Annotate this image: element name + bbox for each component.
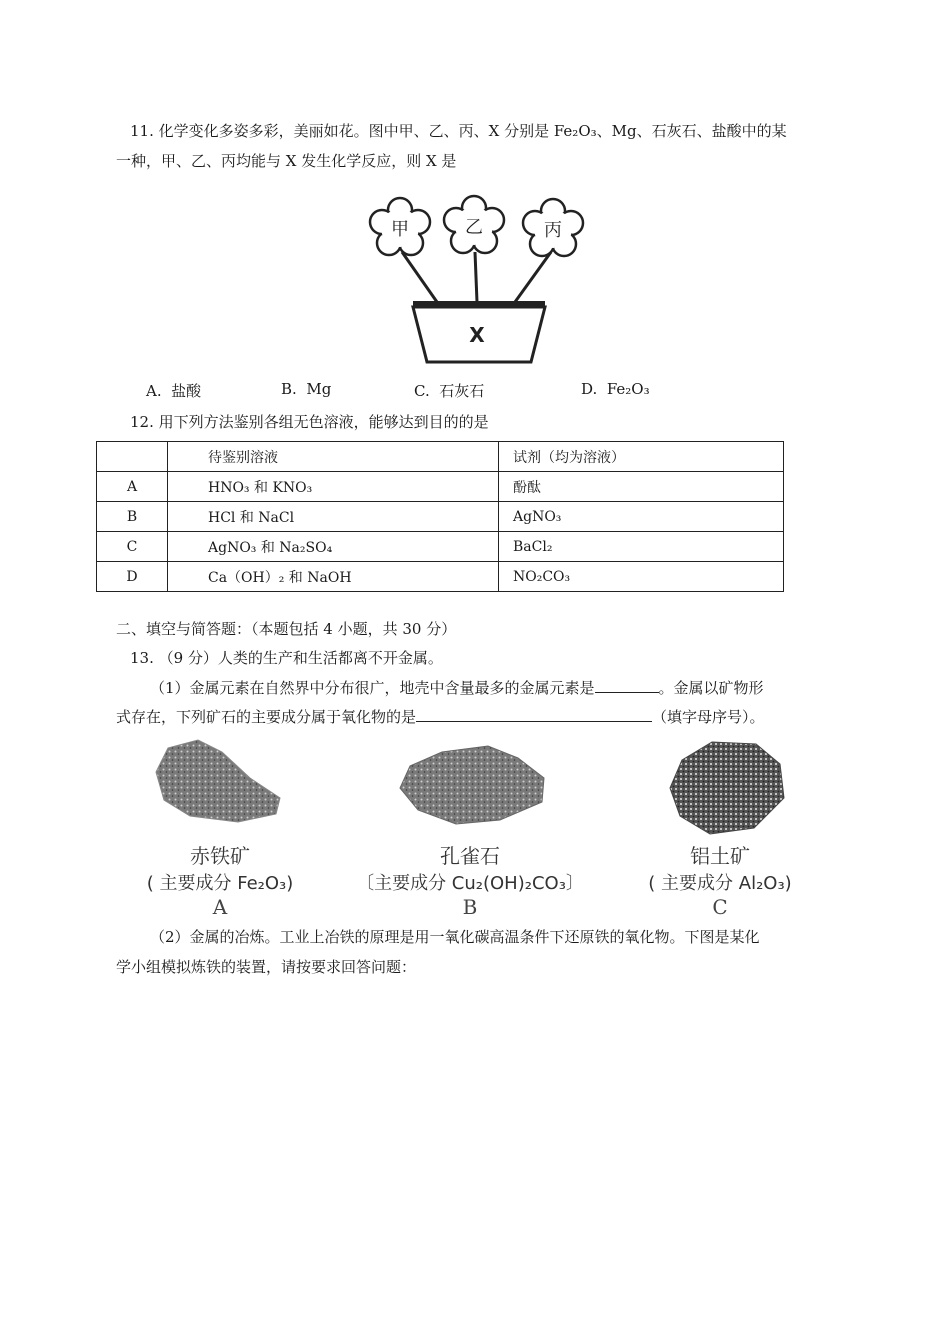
flower-jia-label: 甲 [391,219,409,240]
flower-pot-diagram [355,190,605,368]
table-cell: HNO₃ 和 KNO₃ [168,472,499,502]
table-cell: BaCl₂ [499,532,784,562]
table-cell: NO₂CO₃ [499,562,784,592]
flower-bing-label: 丙 [544,220,562,241]
q12-stem: 12. 用下列方法鉴别各组无色溶液，能够达到目的的是 [130,413,489,431]
q13-part1-line2: 式存在，下列矿石的主要成分属于氧化物的是 （填字母序号）。 [116,708,765,726]
mineral-caption-c: 铝土矿 ( 主要成分 Al₂O₃) C [648,844,792,919]
mineral-images [150,738,810,838]
table-header-row [97,442,784,472]
table-header-cell: 试剂（均为溶液） [499,442,784,472]
table-row [97,472,784,502]
q13-part2-line2: 学小组模拟炼铁的装置，请按要求回答问题： [116,958,417,976]
table-row [97,502,784,532]
option-d: D. Fe₂O₃ [581,380,650,398]
table-cell: C [97,532,168,562]
pot-label: X [469,323,485,347]
table-cell: D [97,562,168,592]
table-row [97,532,784,562]
q13-part2-line1: （2）金属的冶炼。工业上冶铁的原理是用一氧化碳高温条件下还原铁的氧化物。下图是某化 [150,928,760,946]
q13-part1-line1: （1）金属元素在自然界中分布很广，地壳中含量最多的金属元素是 。金属以矿物形 [150,679,764,697]
table-cell: Ca（OH）₂ 和 NaOH [168,562,499,592]
malachite-image [400,746,544,824]
table-cell: AgNO₃ 和 Na₂SO₄ [168,532,499,562]
option-c: C. 石灰石 [414,382,485,400]
hematite-image [156,740,280,822]
option-a: A. 盐酸 [146,382,202,400]
table-cell: 酚酞 [499,472,784,502]
table-cell: AgNO₃ [499,502,784,532]
q13-stem: 13. （9 分）人类的生产和生活都离不开金属。 [130,649,443,667]
q12-table [96,441,784,592]
q11-line2: 一种，甲、乙、丙均能与 X 发生化学反应，则 X 是 [116,152,457,170]
table-header-cell [97,442,168,472]
table-row [97,562,784,592]
bauxite-image [670,742,784,834]
mineral-caption-a: 赤铁矿 ( 主要成分 Fe₂O₃) A [146,844,294,919]
table-cell: A [97,472,168,502]
section-heading: 二、填空与简答题：（本题包括 4 小题，共 30 分） [116,620,457,638]
answer-blank-1[interactable] [595,678,659,693]
q11-line1: 11. 化学变化多姿多彩，美丽如花。图中甲、乙、丙、X 分别是 Fe₂O₃、Mg、石灰石、盐酸中的某 [130,122,787,140]
table-cell: HCl 和 NaCl [168,502,499,532]
table-cell: B [97,502,168,532]
answer-blank-2[interactable] [416,707,652,722]
mineral-caption-b: 孔雀石 〔主要成分 Cu₂(OH)₂CO₃〕 B [356,844,584,919]
flower-yi-label: 乙 [465,217,483,238]
table-header-cell: 待鉴别溶液 [168,442,499,472]
option-b: B. Mg [281,380,332,398]
